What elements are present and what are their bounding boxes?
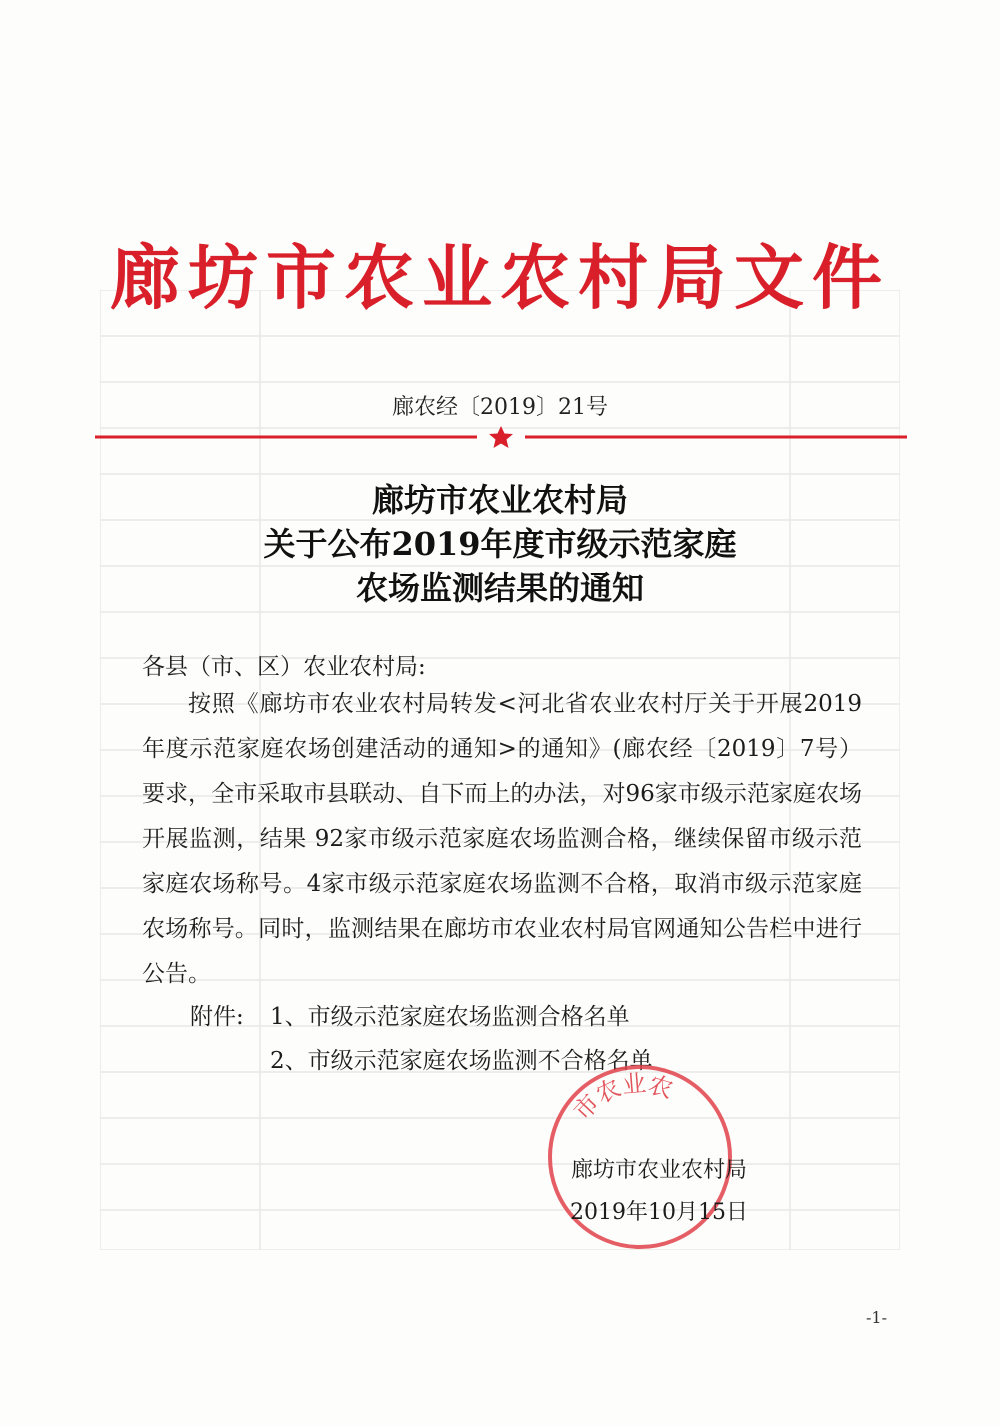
red-divider-with-star xyxy=(95,426,907,448)
notice-title-line-3: 农场监测结果的通知 xyxy=(355,569,644,607)
attachment-item-2: 2、市级示范家庭农场监测不合格名单 xyxy=(270,1048,653,1074)
svg-text:市农业农 xyxy=(568,1069,676,1125)
document-number: 廊农经〔2019〕21号 xyxy=(392,395,608,420)
attachment-row-1 xyxy=(190,995,653,1039)
issuer-header-title: 廊坊市农业农村局文件 xyxy=(110,236,890,319)
notice-title-line-2: 关于公布2019年度市级示范家庭 xyxy=(263,525,737,563)
body-text xyxy=(142,682,862,997)
attachment-item-1: 1、市级示范家庭农场监测合格名单 xyxy=(270,1004,630,1030)
body-paragraph: 按照《廊坊市农业农村局转发<河北省农业农村厅关于开展2019年度示范家庭农场创建活动的通知>的通知》(廊农经〔2019〕7号）要求，全市采取市县联动、自下而上的办法，对96家市级示范家庭农场开展监测，结果 92家市级示范家庭农场监测合格，继续保留市级示范家庭农场称号。4家市级示范家庭农场监测不合格，取消市级示范家庭农场称号。同时，监测结果在廊坊市农业农村局官网通知公告栏中进行公告。 xyxy=(142,691,862,987)
notice-title xyxy=(0,478,1000,610)
signature-date: 2019年10月15日 xyxy=(570,1200,748,1225)
stamp-text: 市农业农 xyxy=(568,1069,677,1126)
page-number: -1- xyxy=(866,1308,887,1327)
star-icon xyxy=(489,426,513,448)
notice-title-line-1: 廊坊市农业农村局 xyxy=(371,481,628,519)
signature-block xyxy=(570,1150,748,1234)
signature-organization: 廊坊市农业农村局 xyxy=(570,1158,747,1183)
salutation: 各县（市、区）农业农村局: xyxy=(142,654,426,680)
attachments-label: 附件: xyxy=(190,1004,244,1030)
